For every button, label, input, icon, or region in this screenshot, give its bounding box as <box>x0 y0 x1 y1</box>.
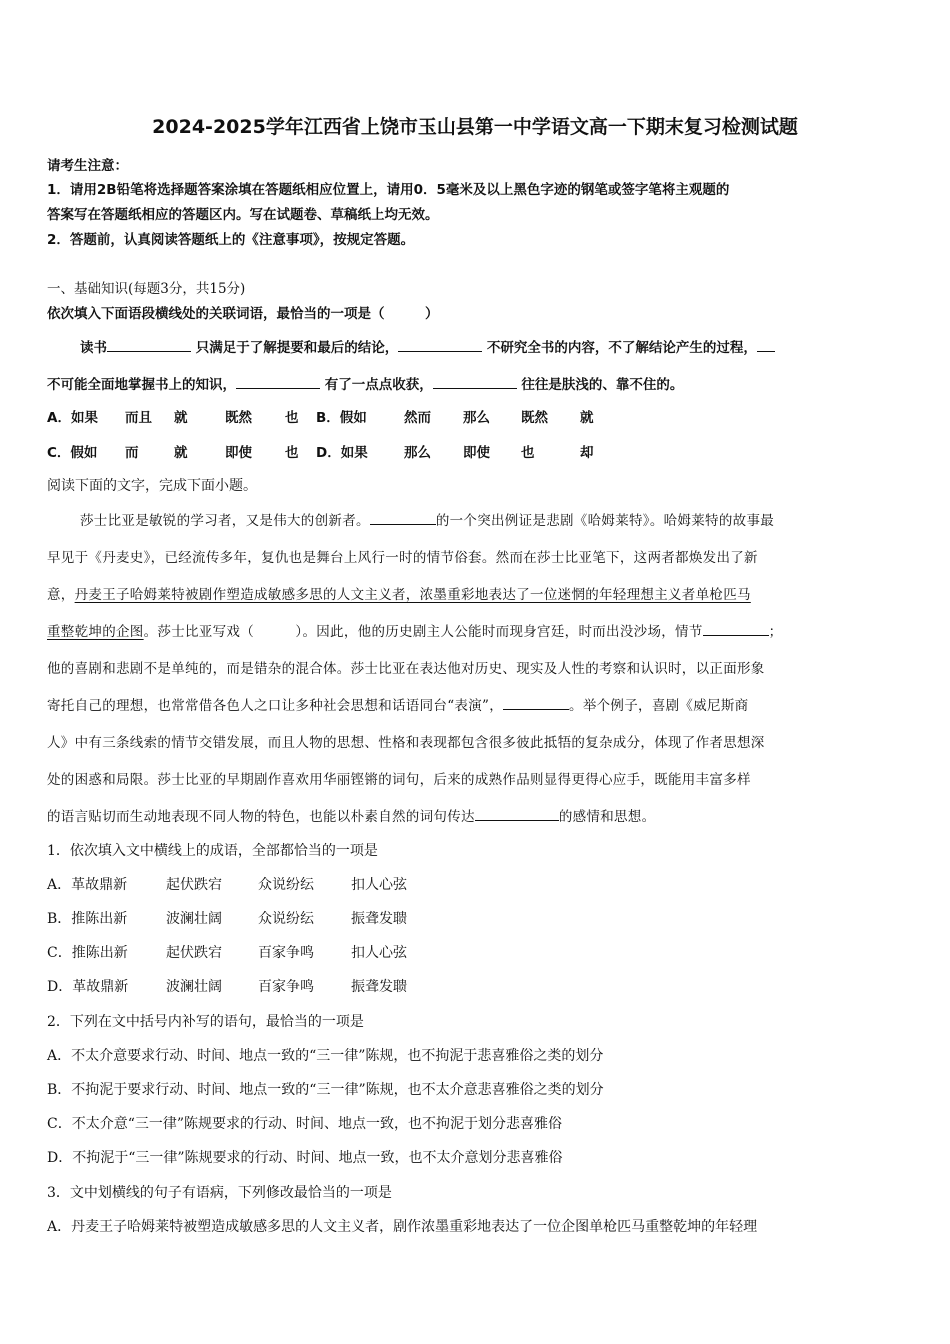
reading-intro: 阅读下面的文字，完成下面小题。 <box>47 478 257 494</box>
option-c-word-3: 就 <box>174 445 188 461</box>
option-d-word-5: 却 <box>580 445 594 461</box>
option-a-word-3: 就 <box>174 410 188 426</box>
q2-stem: 2．下列在文中括号内补写的语句，最恰当的一项是 <box>47 1014 364 1030</box>
reading-passage-line-8: 处的困惑和局限。莎士比亚的早期剧作喜欢用华丽铿锵的词句，后来的成熟作品则显得更得心应手，既能用丰富多样 <box>47 772 751 788</box>
reading-passage-line-3: 意，丹麦王子哈姆莱特被剧作塑造成敏感多思的人文主义者，浓墨重彩地表达了一位迷惘的年轻理想主义者单枪匹马 <box>47 587 751 603</box>
reading-passage-line-5: 他的喜剧和悲剧不是单纯的，而是错杂的混合体。莎士比亚在表达他对历史、现实及人性的考察和认识时，以正面形象 <box>47 661 765 677</box>
section-1-question: 依次填入下面语段横线处的关联词语，最恰当的一项是（ ） <box>47 306 439 322</box>
option-c-word-2: 而 <box>125 445 139 461</box>
exam-page: 2024-2025学年江西省上饶市玉山县第一中学语文高一下期末复习检测试题 请考生注意： 1．请用2B铅笔将选择题答案涂填在答题纸相应位置上，请用0．5毫米及以上黑色字迹的钢笔或签字笔将主观题的 答案写在答题纸相应的答题区内。写在试题卷、草稿纸上均无效。 2．答题前，认真阅读答题纸上的《注意事项》，按规定答题。 一、基础知识(每题3分，共15分) 依次填入下面语段横线处的关联词语，最恰当的一项是（ ） 读书 只满足于了解提要和最后的结论， 不研究全书的内容，不了解结论产生的过程， 不可能全面地掌握书上的知识， 有了一点点收获， 往往是肤浅的、靠不住的。 A．如果 而且 就 既然 也 B．假如 然而 那么 既然 就 C．假如 而 就 即使 也 D．如果 那么 即使 也 却 阅读下面的文字，完成下面小题。 莎士比亚是敏锐的学习者，又是伟大的创新者。 的一个突出例证是悲剧《哈姆莱特》。哈姆莱特的故事最 早见于《丹麦史》，已经流传多年，复仇也是舞台上风行一时的情节俗套。然而在莎士比亚笔下，这两者都焕发出了新 意，丹麦王子哈姆莱特被剧作塑造成敏感多思的人文主义者，浓墨重彩地表达了一位迷惘的年轻理想主义者单枪匹马 重整乾坤的企图。莎士比亚写戏（ ）。因此，他的历史剧主人公能时而现身宫廷，时而出没沙场，情节 ； 他的喜剧和悲剧不是单纯的，而是错杂的混合体。莎士比亚在表达他对历史、现实及人性的考察和认识时，以正面形象 寄托自己的理想，也常常借各色人之口让多种社会思想和话语同台“表演”， 。举个例子，喜剧《威尼斯商 人》中有三条线索的情节交错发展，而且人物的思想、性格和表现都包含很多彼此抵牾的复杂成分，体现了作者思想深 处的困惑和局限。莎士比亚的早期剧作喜欢用华丽铿锵的词句，后来的成熟作品则显得更得心应手，既能用丰富多样 的语言贴切而生动地表现不同人物的特色，也能以朴素自然的词句传达 的感情和思想。 1．依次填入文中横线上的成语，全部都恰当的一项是 A．革故鼎新 起伏跌宕 众说纷纭 扣人心弦 B．推陈出新 波澜壮阔 众说纷纭 振聋发聩 C．推陈出新 起伏跌宕 百家争鸣 扣人心弦 D．革故鼎新 波澜壮阔 百家争鸣 振聋发聩 2．下列在文中括号内补写的语句，最恰当的一项是 A．不太介意要求行动、时间、地点一致的“三一律”陈规，也不拘泥于悲喜雅俗之类的划分 B．不拘泥于要求行动、时间、地点一致的“三一律”陈规，也不太介意悲喜雅俗之类的划分 C．不太介意“三一律”陈规要求的行动、时间、地点一致，也不拘泥于划分悲喜雅俗 D．不拘泥于“三一律”陈规要求的行动、时间、地点一致，也不太介意划分悲喜雅俗 3．文中划横线的句子有语病，下列修改最恰当的一项是 A．丹麦王子哈姆莱特被塑造成敏感多思的人文主义者，剧作浓墨重彩地表达了一位企图单枪匹马重整乾坤的年轻理 <box>0 0 950 1344</box>
section-1-heading: 一、基础知识(每题3分，共15分) <box>47 281 246 297</box>
section-1-passage-line-2: 不可能全面地掌握书上的知识， 有了一点点收获， 往往是肤浅的、靠不住的。 <box>47 373 683 393</box>
reading-blank-4[interactable] <box>475 806 559 821</box>
option-d-word-3: 即使 <box>463 445 490 461</box>
q1-stem: 1．依次填入文中横线上的成语，全部都恰当的一项是 <box>47 843 378 859</box>
q3-option-a[interactable]: A．丹麦王子哈姆莱特被塑造成敏感多思的人文主义者，剧作浓墨重彩地表达了一位企图单枪匹马重整乾坤的年轻理 <box>47 1219 758 1235</box>
option-b-word-4: 既然 <box>521 410 548 426</box>
reading-passage-line-1: 莎士比亚是敏锐的学习者，又是伟大的创新者。 的一个突出例证是悲剧《哈姆莱特》。哈姆莱特的故事最 <box>80 509 774 529</box>
reading-blank-2[interactable] <box>703 621 769 636</box>
option-a-word-2: 而且 <box>125 410 152 426</box>
option-d-word-4: 也 <box>521 445 535 461</box>
fill-blank-4[interactable] <box>236 374 320 389</box>
page-title: 2024-2025学年江西省上饶市玉山县第一中学语文高一下期末复习检测试题 <box>152 116 798 138</box>
q2-option-a[interactable]: A．不太介意要求行动、时间、地点一致的“三一律”陈规，也不拘泥于悲喜雅俗之类的划分 <box>47 1048 604 1064</box>
notice-item-1-line-1: 1．请用2B铅笔将选择题答案涂填在答题纸相应位置上，请用0．5毫米及以上黑色字迹的钢笔或签字笔将主观题的 <box>47 182 730 198</box>
section-1-passage-line-1: 读书 只满足于了解提要和最后的结论， 不研究全书的内容，不了解结论产生的过程， <box>80 336 775 356</box>
q2-option-d[interactable]: D．不拘泥于“三一律”陈规要求的行动、时间、地点一致，也不太介意划分悲喜雅俗 <box>47 1150 563 1166</box>
option-b-word-2: 然而 <box>404 410 431 426</box>
underlined-sentence-part-1: 丹麦王子哈姆莱特被剧作塑造成敏感多思的人文主义者，浓墨重彩地表达了一位迷惘的年轻理想主义者单枪匹马 <box>74 587 751 603</box>
option-b-word-5: 就 <box>580 410 594 426</box>
reading-passage-line-4: 重整乾坤的企图。莎士比亚写戏（ ）。因此，他的历史剧主人公能时而现身宫廷，时而出没沙场，情节 ； <box>47 620 782 640</box>
reading-passage-line-7: 人》中有三条线索的情节交错发展，而且人物的思想、性格和表现都包含很多彼此抵牾的复杂成分，体现了作者思想深 <box>47 735 765 751</box>
q2-option-b[interactable]: B．不拘泥于要求行动、时间、地点一致的“三一律”陈规，也不太介意悲喜雅俗之类的划分 <box>47 1082 604 1098</box>
reading-passage-line-9: 的语言贴切而生动地表现不同人物的特色，也能以朴素自然的词句传达 的感情和思想。 <box>47 805 655 825</box>
underlined-sentence-part-2: 重整乾坤的企图 <box>47 624 144 640</box>
fill-blank-3[interactable] <box>757 337 775 352</box>
q2-option-c[interactable]: C．不太介意“三一律”陈规要求的行动、时间、地点一致，也不拘泥于划分悲喜雅俗 <box>47 1116 563 1132</box>
option-a-word-1[interactable]: A．如果 <box>47 410 98 426</box>
fill-blank-1[interactable] <box>107 337 191 352</box>
option-d-word-1[interactable]: D．如果 <box>316 445 368 461</box>
option-d-word-2: 那么 <box>404 445 431 461</box>
option-c-word-4: 即使 <box>225 445 252 461</box>
option-c-word-1[interactable]: C．假如 <box>47 445 98 461</box>
reading-blank-1[interactable] <box>370 510 436 525</box>
reading-passage-line-6: 寄托自己的理想，也常常借各色人之口让多种社会思想和话语同台“表演”， 。举个例子，喜剧《威尼斯商 <box>47 694 748 714</box>
option-a-word-4: 既然 <box>225 410 252 426</box>
option-a-word-5: 也 <box>285 410 299 426</box>
option-b-word-3: 那么 <box>463 410 490 426</box>
q3-stem: 3．文中划横线的句子有语病，下列修改最恰当的一项是 <box>47 1185 392 1201</box>
notice-item-1-line-2: 答案写在答题纸相应的答题区内。写在试题卷、草稿纸上均无效。 <box>47 207 439 223</box>
option-c-word-5: 也 <box>285 445 299 461</box>
fill-blank-2[interactable] <box>398 337 482 352</box>
notice-item-2: 2．答题前，认真阅读答题纸上的《注意事项》，按规定答题。 <box>47 232 415 248</box>
reading-blank-3[interactable] <box>503 695 569 710</box>
reading-passage-line-2: 早见于《丹麦史》，已经流传多年，复仇也是舞台上风行一时的情节俗套。然而在莎士比亚笔下，这两者都焕发出了新 <box>47 550 758 566</box>
option-b-word-1[interactable]: B．假如 <box>316 410 367 426</box>
notice-heading: 请考生注意： <box>47 158 128 174</box>
fill-blank-5[interactable] <box>433 374 517 389</box>
